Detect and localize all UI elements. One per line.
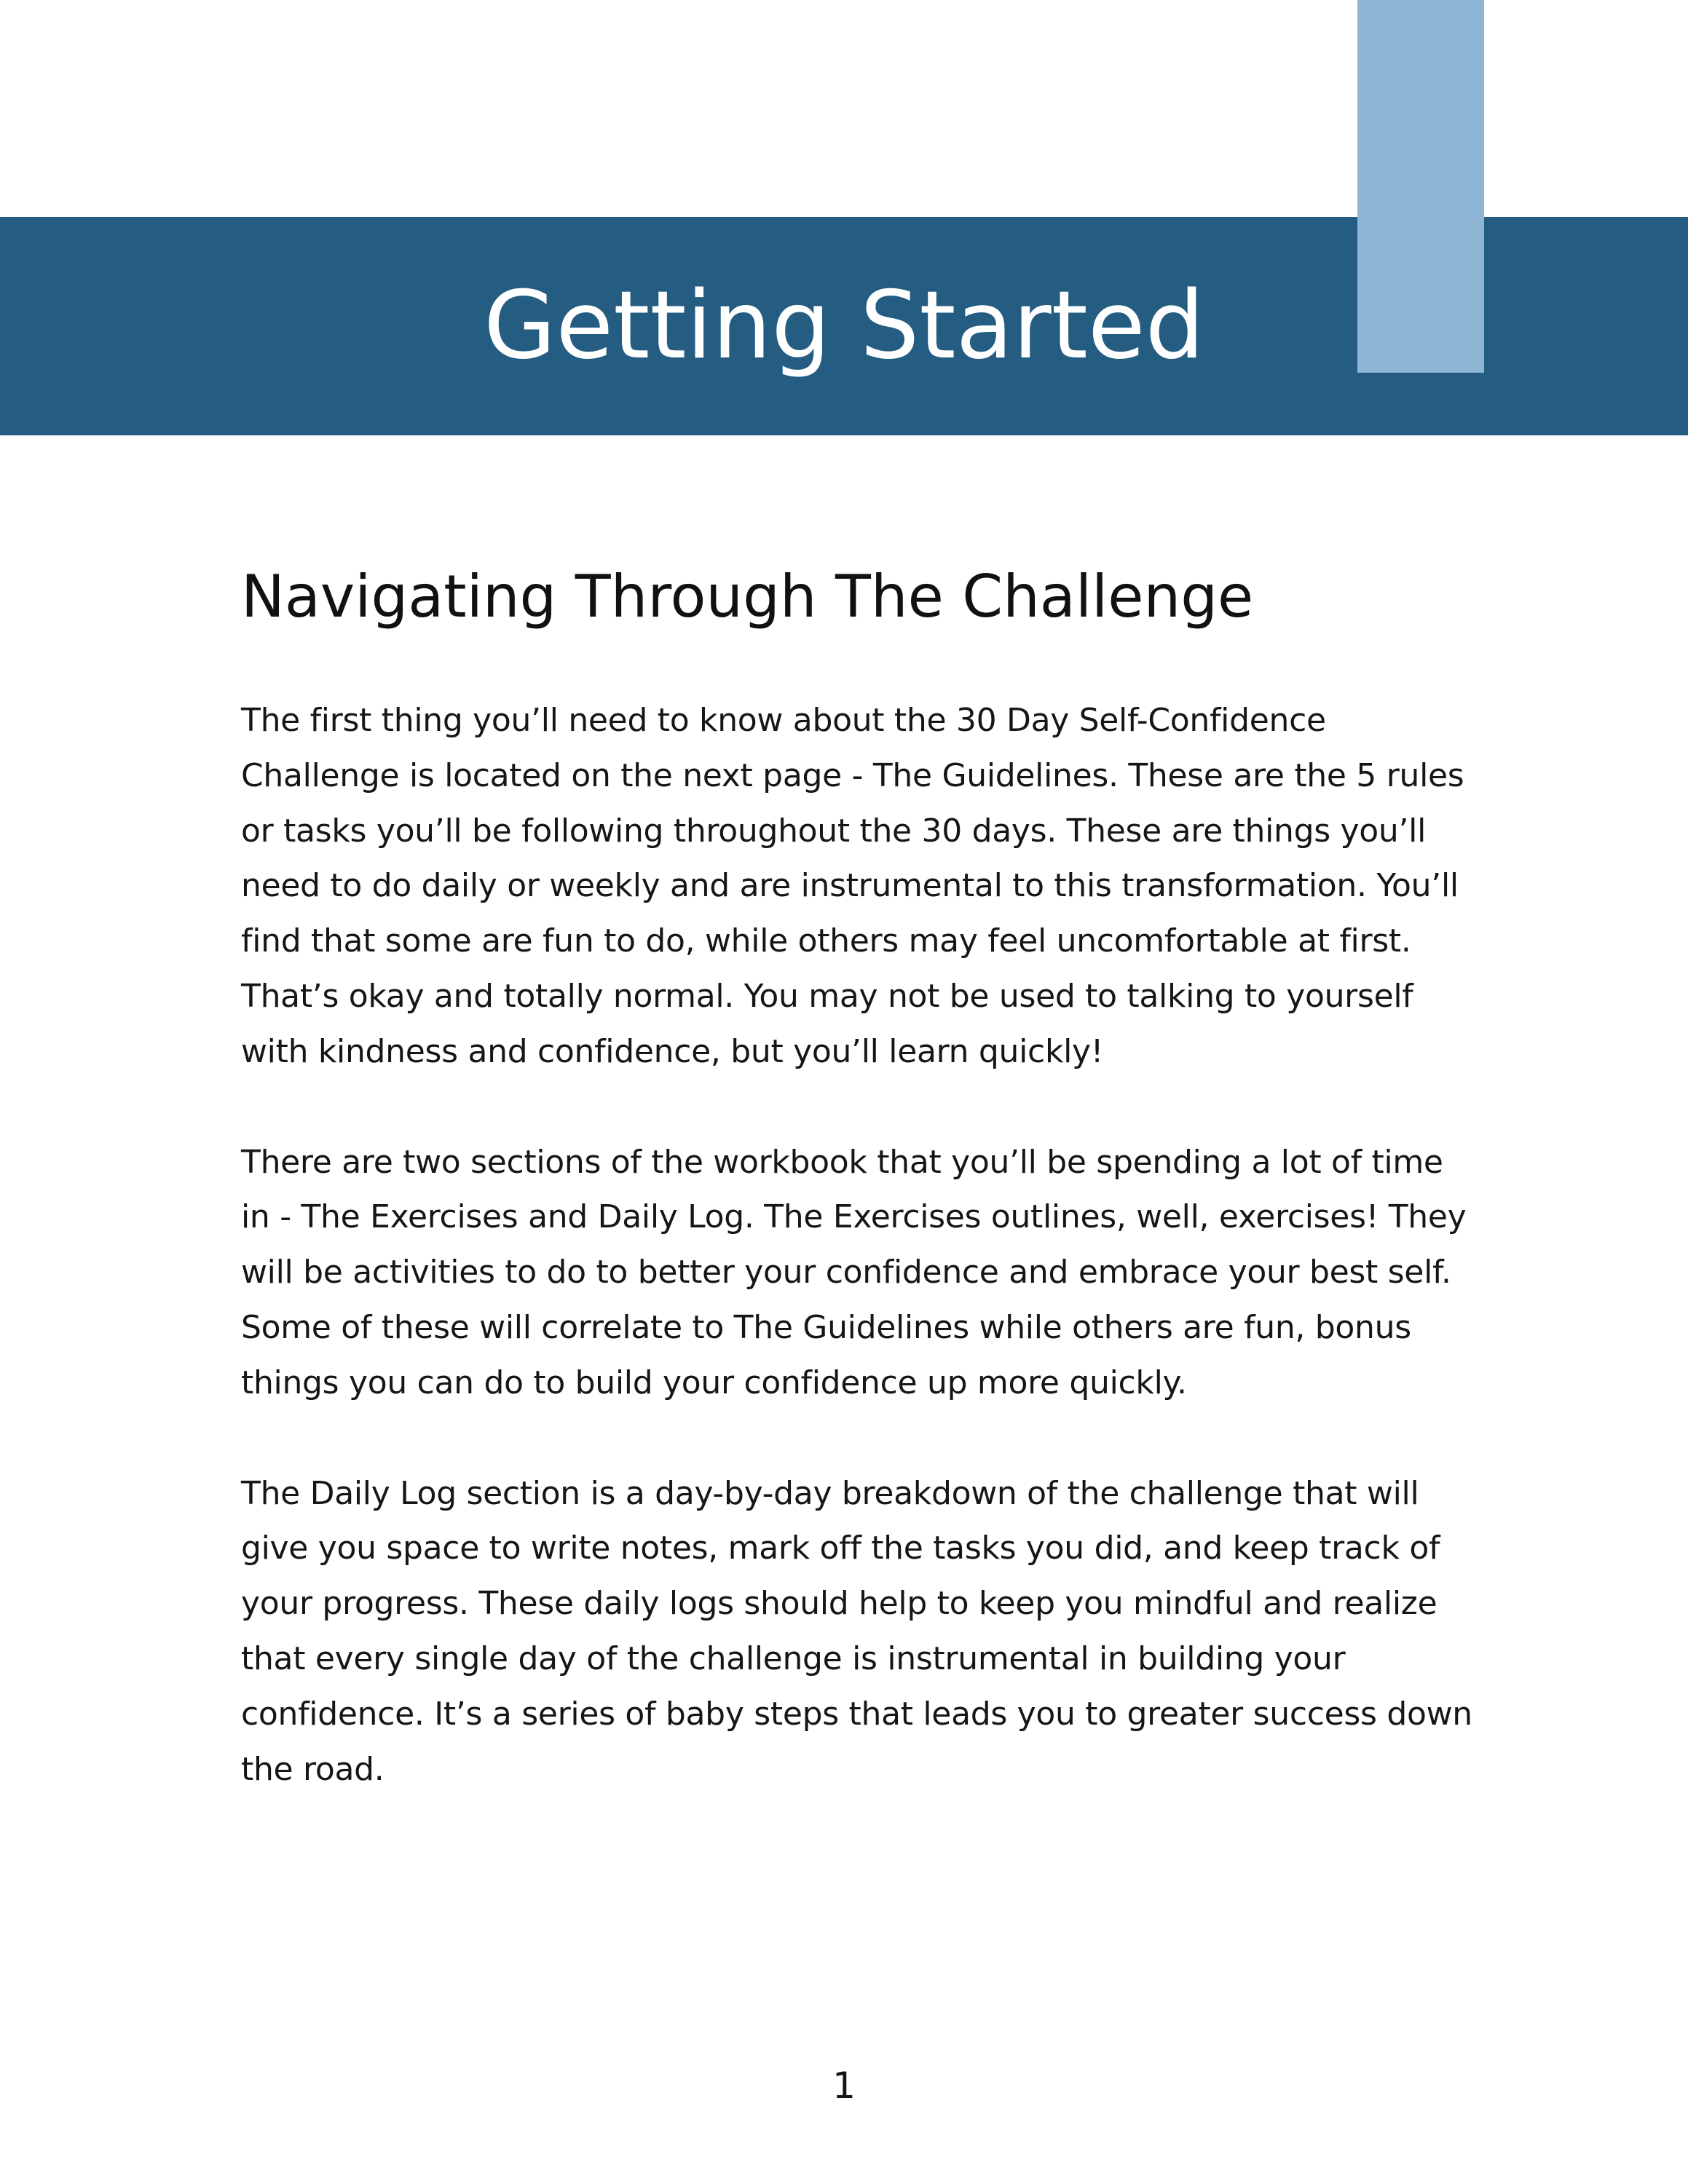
main-content [241, 553, 1479, 1852]
section-heading: Navigating Through The Challenge [241, 563, 1254, 630]
accent-bar [1357, 0, 1484, 373]
page-title: Getting Started [484, 272, 1204, 380]
paragraph-workbook-sections: There are two sections of the workbook that you’ll be spending a lot of time in - The Exercises and Daily Log. The Exercises outlines, well, exercises! They will be activities to do to better your confidence and embrace your best self. Some of these will correlate to The Guidelines while others are fun, bonus things you can do to build your confidence up more quickly. [241, 1143, 1467, 1401]
paragraph-guidelines: The first thing you’ll need to know about the 30 Day Self-Confidence Challenge is located on the next page - The Guidelines. These are the 5 rules or tasks you’ll be following throughout the 30 days. These are things you’ll need to do daily or weekly and are instrumental to this transformation. You’ll find that some are fun to do, while others may feel uncomfortable at first. That’s okay and totally normal. You may not be used to talking to yourself with kindness and confidence, but you’ll learn quickly! [241, 702, 1464, 1070]
page-number: 1 [832, 2065, 856, 2107]
paragraph-daily-log: The Daily Log section is a day-by-day breakdown of the challenge that will give you space to write notes, mark off the tasks you did, and keep track of your progress. These daily logs should help to keep you mindful and realize that every single day of the challenge is instrumental in building your confidence. It’s a series of baby steps that leads you to greater success down the road. [241, 1474, 1472, 1788]
